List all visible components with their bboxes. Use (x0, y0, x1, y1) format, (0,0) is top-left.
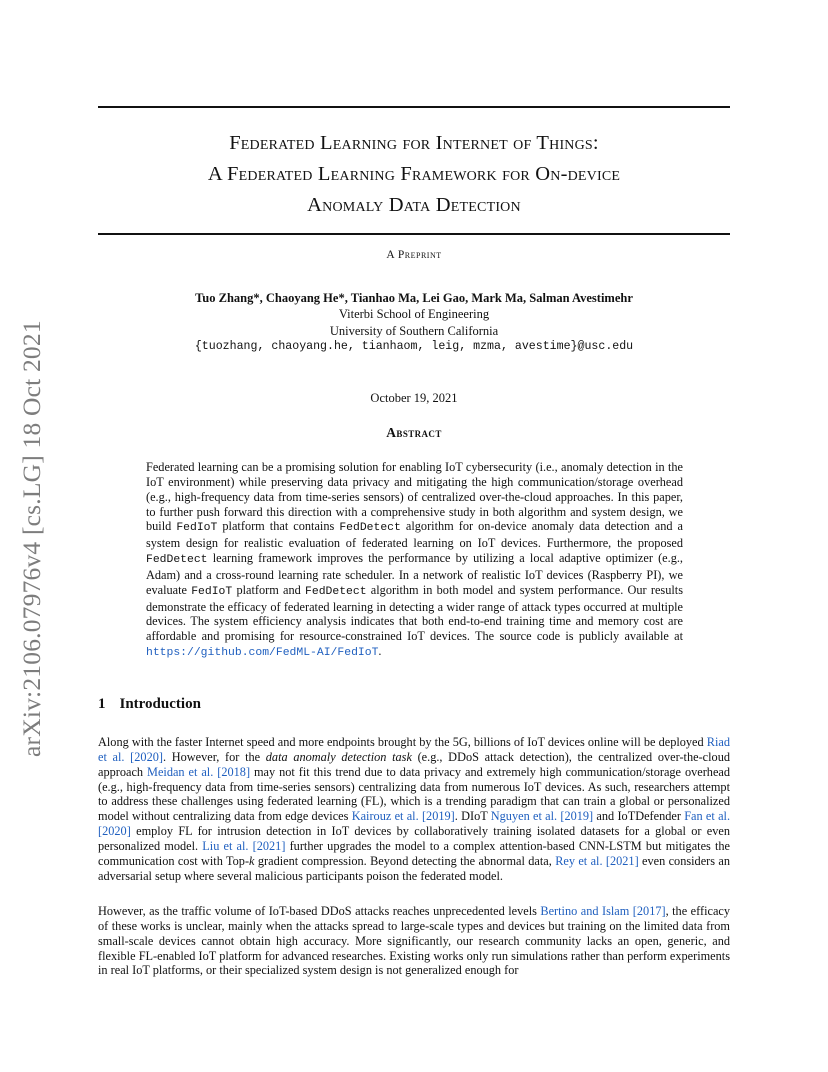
citation-author[interactable]: Riad et al. (98, 735, 730, 764)
title-line-1: Federated Learning for Internet of Things: (229, 132, 599, 154)
code-feddetect: FedDetect (339, 522, 401, 535)
citation-author[interactable]: Fan et al. (684, 809, 731, 824)
author-names: Tuo Zhang*, Chaoyang He*, Tianhao Ma, Lei Gao, Mark Ma, Salman Avestimehr (195, 291, 633, 305)
citation-year[interactable]: 2017 (636, 904, 662, 918)
abstract-part: learning framework improves the performance by utilizing a local adaptive optimizer (e.g., Adam) and a cross-round learning rate scheduler. In a network of realistic IoT devices (Raspberry PI), we evaluate (146, 551, 683, 597)
emphasis-text: data anomaly detection task (265, 749, 412, 764)
citation-author[interactable]: Liu et al. (202, 838, 249, 853)
author-emails: {tuozhang, chaoyang.he, tianhaom, leig, mzma, avestime}@usc.edu (194, 340, 634, 354)
citation-rey[interactable]: Rey et al. [2021] (555, 853, 639, 868)
title-line-2: A Federated Learning Framework for On-device (207, 163, 621, 185)
author-block (98, 290, 730, 356)
citation-nguyen[interactable]: Nguyen et al. [2019] (490, 809, 594, 824)
citation-year[interactable]: 2018 (221, 764, 246, 779)
citation-year[interactable]: 2020 (102, 824, 127, 839)
title-rule-top (98, 106, 730, 108)
intro-paragraph-2 (98, 904, 730, 978)
section-title: Introduction (119, 696, 201, 712)
citation-author[interactable]: Kairouz et al. (351, 809, 419, 824)
abstract-text (146, 460, 683, 661)
abstract-part: platform that contains (217, 519, 340, 534)
text-run: Along with the faster Internet speed and more endpoints brought by the 5G, billions of IoT devices online will be deployed (98, 735, 707, 749)
paper-title (98, 128, 730, 221)
citation-fan[interactable]: Fan et al. [2020] (98, 809, 731, 839)
title-line-3: Anomaly Data Detection (307, 194, 521, 216)
text-run: However, as the traffic volume of IoT-based DDoS attacks reaches unprecedented levels (98, 904, 541, 918)
preprint-label: A Preprint (386, 249, 442, 261)
citation-meidan[interactable]: Meidan et al. [2018] (147, 764, 251, 779)
math-k: k (249, 853, 255, 868)
abstract-part: . (378, 644, 382, 659)
citation-bertino[interactable]: Bertino and Islam [2017] (540, 904, 666, 918)
arxiv-stamp: arXiv:2106.07976v4 [cs.LG] 18 Oct 2021 (17, 320, 46, 757)
citation-year[interactable]: 2019 (426, 809, 451, 824)
citation-liu[interactable]: Liu et al. [2021] (202, 838, 286, 853)
abstract-part: platform and (232, 582, 306, 597)
citation-author[interactable]: Meidan et al. (147, 764, 214, 779)
code-feddetect: FedDetect (146, 554, 208, 567)
text-run: . DIoT (454, 809, 491, 824)
text-run: employ FL for intrusion detection in IoT devices by collaboratively training isolated datasets for a global or even personalized model. (98, 824, 730, 853)
abstract-part: Federated learning can be a promising solution for enabling IoT cybersecurity (i.e., anomaly detection in the IoT environment) while preserving data privacy and mitigating the high communication/storage overhead (e.g., high-frequency data from time-series sensors) of centralized over-the-cloud approaches. In this paper, to further push forward this direction with a comprehensive study in both algorithm and system design, we build (146, 460, 683, 534)
section-heading (98, 696, 201, 713)
abstract-part: algorithm for on-device anomaly data detection and a system design for realistic evaluation of federated learning on IoT devices. Furthermore, the proposed (146, 519, 683, 551)
intro-paragraph-1 (98, 735, 730, 883)
citation-author[interactable]: Rey et al. (555, 853, 603, 868)
text-run: gradient compression. Beyond detecting the abnormal data, (254, 853, 556, 868)
citation-year[interactable]: 2019 (564, 809, 590, 824)
author-university: University of Southern California (329, 323, 499, 338)
code-feddetect: FedDetect (305, 585, 367, 598)
paper-date: October 19, 2021 (370, 391, 458, 405)
text-run: may not fit this trend due to data privacy and extremely high communication/storage overhead (e.g., high-frequency data from time-series sensors) centralizing data from numerous IoT devices. As such, researchers attempt to address these challenges using federated learning (FL), which is a trending paradigm that can train a global or personalized model without centralizing data from edge devices (98, 764, 731, 824)
citation-riad[interactable]: Riad et al. [2020] (98, 735, 730, 764)
citation-year[interactable]: 2021 (609, 853, 635, 868)
abstract-heading: Abstract (386, 425, 442, 440)
citation-author[interactable]: Bertino and Islam (540, 904, 630, 918)
author-school: Viterbi School of Engineering (338, 307, 490, 322)
text-run: . However, for the (162, 749, 266, 764)
source-code-link[interactable]: https://github.com/FedML-AI/FedIoT (146, 647, 379, 660)
text-run: (e.g., DDoS attack detection), the centralized over-the-cloud approach (98, 749, 730, 779)
text-run: even considers an adversarial setup where several malicious participants poison the federated model. (98, 853, 731, 883)
citation-author[interactable]: Nguyen et al. (490, 809, 558, 824)
section-number: 1 (98, 696, 106, 712)
citation-year[interactable]: 2021 (256, 838, 282, 853)
text-run: further upgrades the model to a complex attention-based CNN-LSTM but mitigates the communication cost with Top- (98, 838, 730, 868)
code-fediot: FedIoT (191, 585, 233, 598)
text-run: , the efficacy of these works is unclear, mainly when the attacks spread to large-scale types and devices but training on the limited data from small-scale devices cannot obtain high accuracy. More significantly, our research community lacks an open, generic, and flexible FL-enabled IoT platform for advanced researches. Existing works only run simulations rather than perform experiments in real IoT platforms, or their specialized system design is not generalized enough for (98, 904, 731, 978)
code-fediot: FedIoT (176, 522, 218, 535)
citation-year[interactable]: 2020 (134, 749, 159, 764)
text-run: and IoTDefender (593, 809, 685, 824)
citation-kairouz[interactable]: Kairouz et al. [2019] (351, 809, 455, 824)
title-rule-bottom (98, 233, 730, 235)
abstract-part: algorithm in both model and system performance. Our results demonstrate the efficacy of federated learning in detecting a wider range of attack types occurred at multiple devices. The system efficiency analysis indicates that both end-to-end training time and memory cost are affordable and promising for resource-constrained IoT devices. The source code is publicly available at (146, 582, 683, 644)
